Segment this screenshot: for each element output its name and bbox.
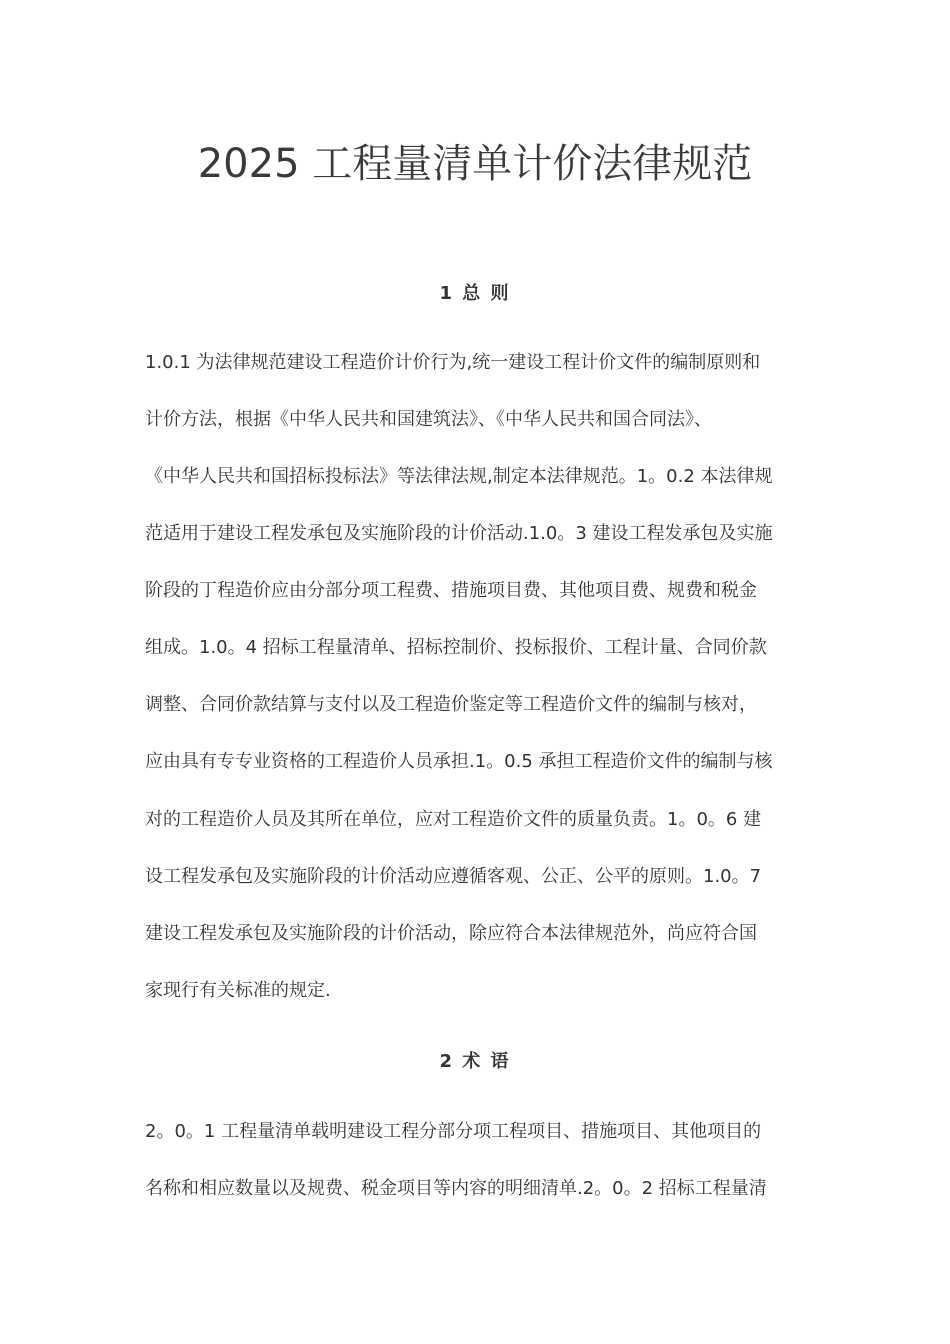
section-heading-general: 1 总 则: [439, 283, 511, 304]
paragraph-line: 建设工程发承包及实施阶段的计价活动，除应符合本法律规范外，尚应符合国: [145, 923, 757, 944]
paragraph-line: 2。0。1 工程量清单载明建设工程分部分项工程项目、措施项目、其他项目的: [145, 1121, 762, 1142]
section-heading-terms: 2 术 语: [439, 1051, 511, 1072]
paragraph-line: 计价方法，根据《中华人民共和国建筑法》、《中华人民共和国合同法》、: [145, 409, 712, 430]
paragraph-line: 调整、合同价款结算与支付以及工程造价鉴定等工程造价文件的编制与核对，: [145, 694, 757, 715]
paragraph-line: 对的工程造价人员及其所在单位，应对工程造价文件的质量负责。1。0。6 建: [145, 809, 762, 830]
paragraph-line: 应由具有专专业资格的工程造价人员承担.1。0.5 承担工程造价文件的编制与核: [145, 751, 773, 772]
paragraph-line: 名称和相应数量以及规费、税金项目等内容的明细清单.2。0。2 招标工程量清: [145, 1178, 767, 1199]
document-title: 2025 工程量清单计价法律规范: [197, 141, 753, 187]
paragraph-line: 阶段的丁程造价应由分部分项工程费、措施项目费、其他项目费、规费和税金: [145, 580, 757, 601]
paragraph-line: 组成。1.0。4 招标工程量清单、招标控制价、投标报价、工程计量、合同价款: [145, 637, 767, 658]
paragraph-line: 1.0.1 为法律规范建设工程造价计价行为,统一建设工程计价文件的编制原则和: [145, 352, 761, 373]
paragraph-line: 家现行有关标准的规定.: [145, 980, 331, 1001]
paragraph-line: 《中华人民共和国招标投标法》等法律法规,制定本法律规范。1。0.2 本法律规: [145, 466, 773, 487]
paragraph-line: 范适用于建设工程发承包及实施阶段的计价活动.1.0。3 建设工程发承包及实施: [145, 523, 773, 544]
paragraph-line: 设工程发承包及实施阶段的计价活动应遵循客观、公正、公平的原则。1.0。7: [145, 866, 762, 887]
